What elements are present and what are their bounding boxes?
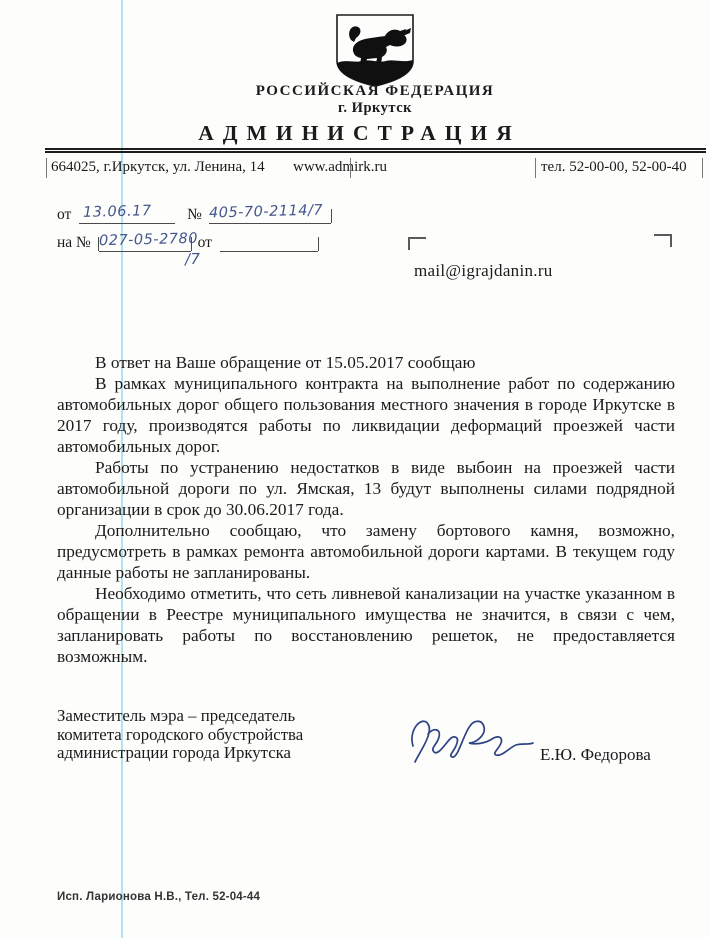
letterhead-divider: [45, 148, 706, 153]
reply-label: на №: [57, 234, 91, 251]
form-tick: [46, 158, 47, 178]
address-corner-bracket-right: [654, 234, 672, 247]
incoming-reference-row: [57, 230, 318, 269]
signer-position-line: комитета городского обустройства: [57, 724, 304, 744]
postal-address: 664025, г.Иркутск, ул. Ленина, 14: [51, 159, 265, 175]
body-paragraph: В рамках муниципального контракта на выполнение работ по содержанию автомобильных дорог общего пользования местного значения в городе Иркутске в 2017 году, производятся работы по ликвидации деформаций проезжей части автомобильных дорог.: [57, 374, 675, 456]
executor-note: Исп. Ларионова Н.В., Тел. 52-04-44: [57, 891, 261, 903]
addressee-email: mail@igrajdanin.ru: [414, 261, 553, 280]
signer-position-line: Заместитель мэра – председатель: [57, 706, 296, 725]
reply-from-label: от: [197, 234, 212, 251]
letter-body: [57, 352, 675, 667]
from-label: от: [57, 206, 72, 223]
signer-position-line: администрации города Иркутска: [57, 743, 291, 762]
body-paragraph: В ответ на Ваше обращение от 15.05.2017 сообщаю: [95, 353, 476, 372]
body-paragraph: Дополнительно сообщаю, что замену бортового камня, возможно, предусмотреть в рамках ремонта автомобильной дороги картами. В текущем году данные работы не запланированы.: [57, 521, 675, 582]
website-text: www.admirk.ru: [293, 159, 388, 175]
handwritten-incoming-number-suffix: /7: [184, 249, 201, 269]
handwritten-outgoing-number: 405-70-2114/7: [208, 202, 324, 222]
outgoing-number-field: [209, 203, 331, 224]
form-tick: [350, 158, 351, 178]
signer-position: [57, 707, 303, 763]
handwritten-incoming-number: 027-05-2780: [98, 230, 198, 250]
outgoing-reference-row: [57, 203, 331, 224]
incoming-number-field: [98, 230, 198, 252]
handwritten-signature: [393, 698, 538, 778]
body-paragraph: Работы по устранению недостатков в виде выбоин на проезжей части автомобильной дороги по ул. Ямская, 13 будут выполнены силами подрядной организации в срок до 30.06.2017 года.: [57, 458, 675, 519]
body-paragraph: Необходимо отметить, что сеть ливневой канализации на участке указанном в обращении в Реестре муниципального имущества не значится, в связи с чем, запланировать работы по восстановлению решеток, не предоставляется возможным.: [57, 584, 675, 666]
number-label: №: [187, 206, 202, 223]
form-tick: [702, 158, 703, 178]
incoming-date-field: [220, 231, 318, 252]
signer-name: Е.Ю. Федорова: [540, 745, 651, 764]
organization-title: АДМИНИСТРАЦИЯ: [198, 121, 521, 145]
city-line: г. Иркутск: [337, 100, 413, 116]
contact-row: [45, 157, 706, 181]
address-corner-bracket-left: [408, 237, 426, 250]
handwritten-outgoing-date: 13.06.17: [83, 203, 152, 221]
phone-numbers: тел. 52-00-00, 52-00-40: [541, 159, 687, 175]
outgoing-date-field: [79, 203, 175, 224]
form-tick: [535, 158, 536, 178]
irkutsk-emblem-icon: [327, 13, 423, 89]
country-line: РОССИЙСКАЯ ФЕДЕРАЦИЯ: [255, 83, 495, 99]
